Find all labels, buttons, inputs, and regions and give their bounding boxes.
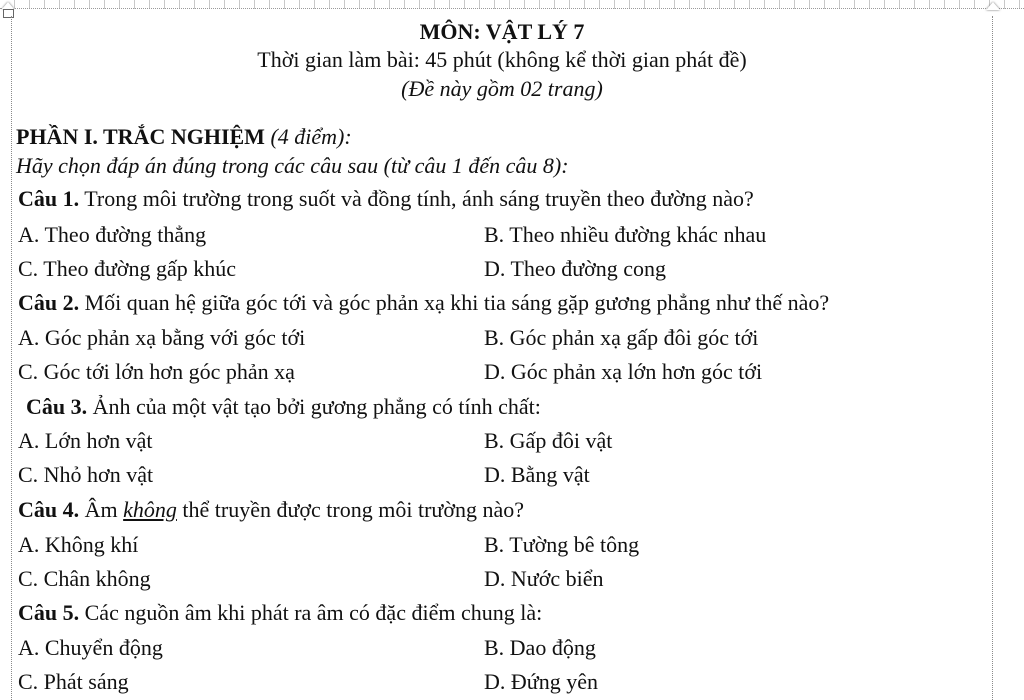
section-points: (4 điểm): [270, 124, 352, 149]
q5-option-a: A. Chuyển động [18, 635, 163, 660]
question-label: Câu 4. [18, 497, 80, 522]
question-text: Trong môi trường trong suốt và đồng tính, ánh sáng truyền theo đường nào? [84, 186, 754, 211]
question-label: Câu 2. [18, 290, 80, 315]
question-5 [18, 600, 542, 626]
question-label: Câu 3. [26, 394, 88, 419]
q1-option-d: D. Theo đường cong [484, 256, 667, 281]
q3-option-b: B. Gấp đôi vật [484, 428, 613, 453]
ruler [0, 0, 1024, 9]
question-4 [18, 497, 524, 523]
q2-option-c: C. Góc tới lớn hơn góc phản xạ [18, 359, 295, 384]
subject-heading: MÔN: VẬT LÝ 7 [419, 19, 585, 44]
right-margin-guide [992, 16, 993, 700]
page-count-note: (Đề này gồm 02 trang) [401, 76, 603, 101]
q5-option-b: B. Dao động [484, 635, 596, 660]
q4-option-c: C. Chân không [18, 566, 151, 591]
section-instruction: Hãy chọn đáp án đúng trong các câu sau (từ câu 1 đến câu 8): [16, 153, 569, 178]
q1-option-c: C. Theo đường gấp khúc [18, 256, 237, 281]
question-text: Ảnh của một vật tạo bởi gương phẳng có tính chất: [92, 394, 541, 419]
q2-option-d: D. Góc phản xạ lớn hơn góc tới [484, 359, 763, 384]
right-indent-marker-icon[interactable] [986, 2, 1000, 10]
question-2 [18, 290, 829, 316]
q5-option-c: C. Phát sáng [18, 669, 129, 694]
section-heading [16, 124, 352, 150]
question-3 [26, 394, 541, 420]
q3-option-d: D. Bằng vật [484, 462, 590, 487]
question-1 [18, 186, 754, 212]
question-text-end: thể truyền được trong môi trường nào? [182, 497, 524, 522]
q2-option-a: A. Góc phản xạ bằng với góc tới [18, 325, 306, 350]
q3-option-c: C. Nhỏ hơn vật [18, 462, 154, 487]
left-margin-marker-icon[interactable] [3, 9, 14, 18]
q4-option-b: B. Tường bê tông [484, 532, 640, 557]
q2-option-b: B. Góc phản xạ gấp đôi góc tới [484, 325, 759, 350]
question-text: Mối quan hệ giữa góc tới và góc phản xạ khi tia sáng gặp gương phẳng như thế nào? [84, 290, 830, 315]
question-label: Câu 1. [18, 186, 80, 211]
time-line: Thời gian làm bài: 45 phút (không kể thời gian phát đề) [257, 47, 747, 72]
left-margin-guide [11, 16, 12, 700]
question-text-start: Âm [84, 497, 118, 522]
q1-option-a: A. Theo đường thẳng [18, 222, 207, 247]
question-label: Câu 5. [18, 600, 80, 625]
question-emphasis: không [123, 497, 177, 522]
q4-option-d: D. Nước biển [484, 566, 604, 591]
q3-option-a: A. Lớn hơn vật [18, 428, 153, 453]
q1-option-b: B. Theo nhiều đường khác nhau [484, 222, 767, 247]
section-title: PHẦN I. TRẮC NGHIỆM [16, 124, 265, 149]
q4-option-a: A. Không khí [18, 532, 139, 557]
left-indent-marker-icon[interactable] [2, 2, 14, 9]
question-text: Các nguồn âm khi phát ra âm có đặc điểm chung là: [84, 600, 543, 625]
q5-option-d: D. Đứng yên [484, 669, 598, 694]
